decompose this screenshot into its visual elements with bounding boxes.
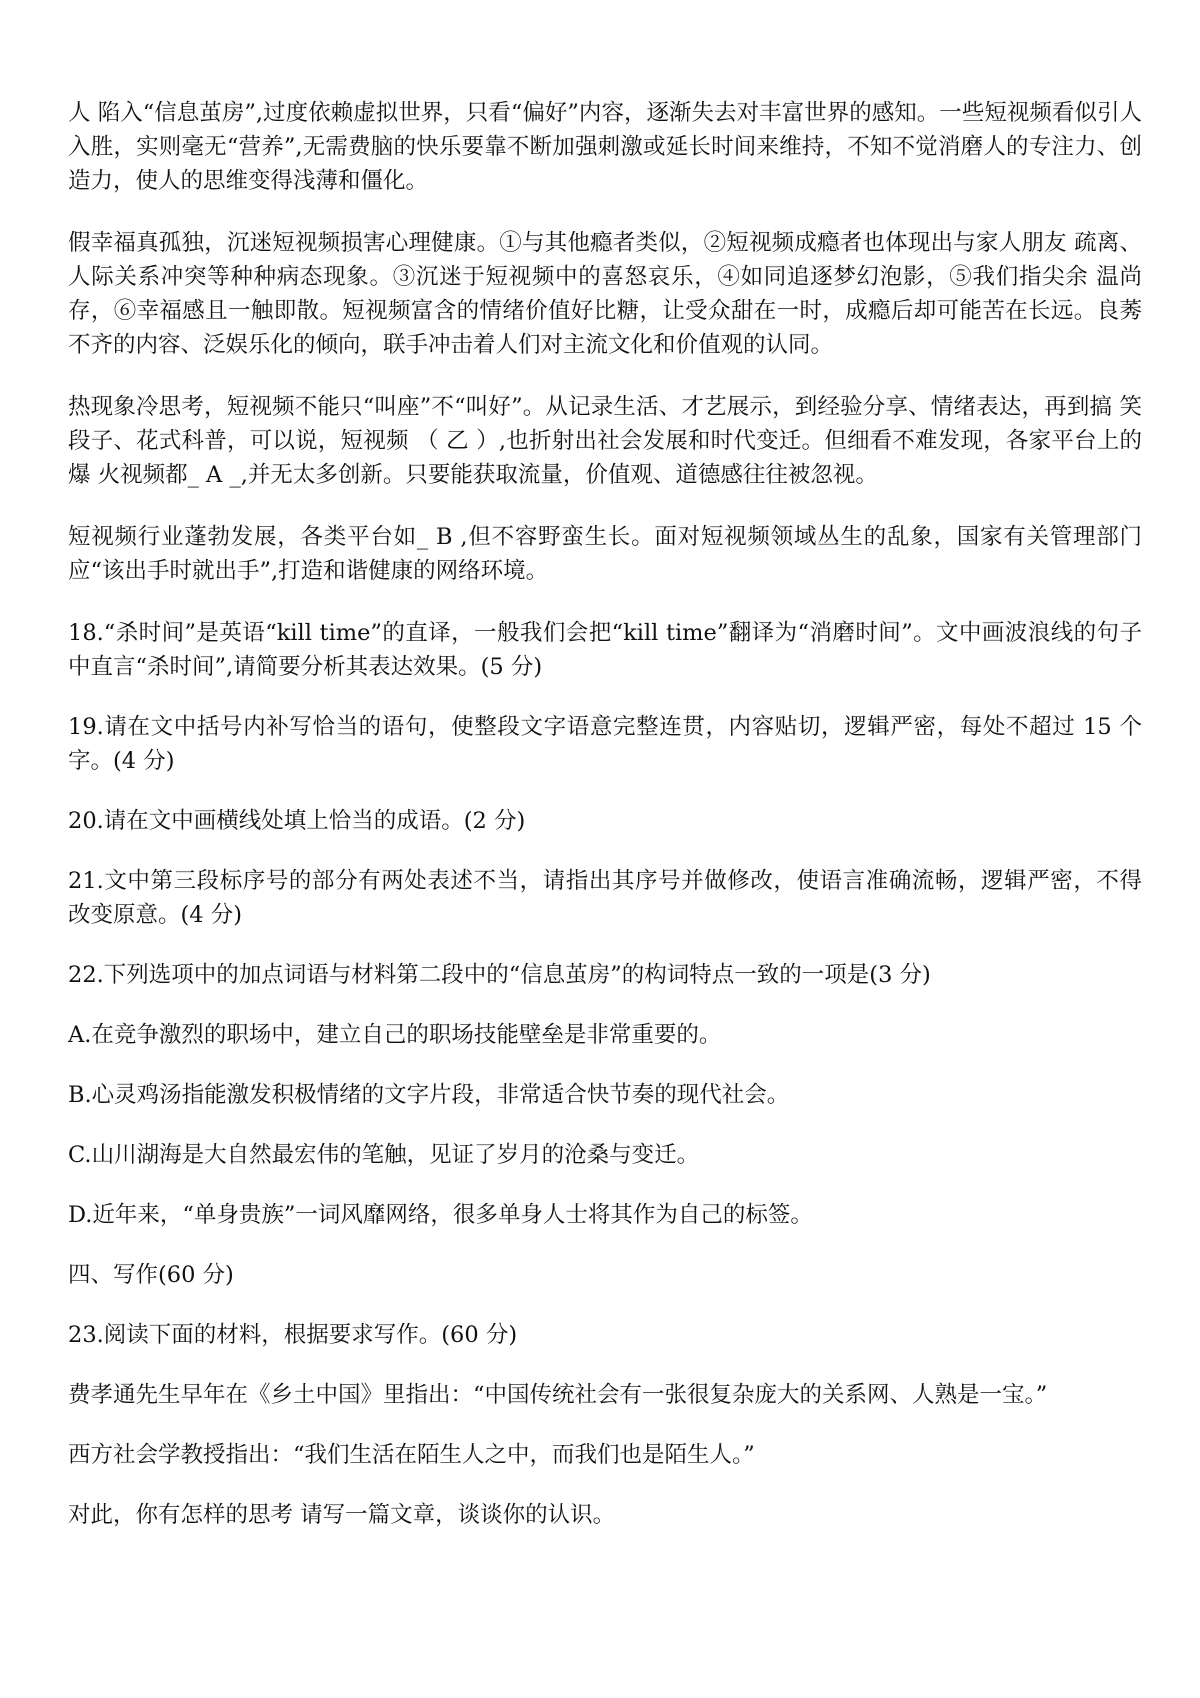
writing-material-2: 西方社会学教授指出：“我们生活在陌生人之中，而我们也是陌生人。”	[68, 1442, 755, 1468]
passage-paragraph-2: 假幸福真孤独，沉迷短视频损害心理健康。①与其他瘾者类似，②短视频成瘾者也体现出与家人朋友 疏离、人际关系冲突等种种病态现象。③沉迷于短视频中的喜怒哀乐，④如同追逐梦幻泡影，⑤我们指尖余 温尚存，⑥幸福感且一触即散。短视频富含的情绪价值好比糖，让受众甜在一时，成瘾后却可能苦在长远。良莠不齐的内容、泛娱乐化的倾向，联手冲击着人们对主流文化和价值观的认同。	[68, 230, 1142, 358]
passage-paragraph-3: 热现象冷思考，短视频不能只“叫座”不“叫好”。从记录生活、才艺展示，到经验分享、情绪表达，再到搞 笑段子、花式科普，可以说，短视频 （ 乙 ）,也折射出社会发展和时代变迁。但细看不难发现，各家平台上的爆 火视频都_ A _,并无太多创新。只要能获取流量，价值观、道德感往往被忽视。	[68, 394, 1142, 488]
option-b: B.心灵鸡汤指能激发积极情绪的文字片段，非常适合快节奏的现代社会。	[68, 1082, 790, 1108]
question-22: 22.下列选项中的加点词语与材料第二段中的“信息茧房”的构词特点一致的一项是(3 分)	[68, 962, 931, 988]
option-d: D.近年来，“单身贵族”一词风靡网络，很多单身人士将其作为自己的标签。	[68, 1202, 813, 1228]
writing-material-1: 费孝通先生早年在《乡土中国》里指出：“中国传统社会有一张很复杂庞大的关系网、人熟是一宝。”	[68, 1382, 1048, 1408]
writing-section-title: 四、写作(60 分)	[68, 1262, 234, 1288]
option-a: A.在竞争激烈的职场中，建立自己的职场技能壁垒是非常重要的。	[68, 1022, 722, 1048]
question-21: 21.文中第三段标序号的部分有两处表述不当，请指出其序号并做修改，使语言准确流畅，逻辑严密，不得 改变原意。(4 分)	[68, 868, 1142, 928]
question-20: 20.请在文中画横线处填上恰当的成语。(2 分)	[68, 808, 526, 834]
question-19: 19.请在文中括号内补写恰当的语句，使整段文字语意完整连贯，内容贴切，逻辑严密，每处不超过 15 个字。(4 分)	[68, 714, 1142, 774]
option-c: C.山川湖海是大自然最宏伟的笔触，见证了岁月的沧桑与变迁。	[68, 1142, 700, 1168]
passage-paragraph-4: 短视频行业蓬勃发展，各类平台如_ B ,但不容野蛮生长。面对短视频领域丛生的乱象，国家有关管理部门应“该出手时就出手”,打造和谐健康的网络环境。	[68, 524, 1142, 584]
question-18: 18.“杀时间”是英语“kill time”的直译，一般我们会把“kill time”翻译为“消磨时间”。文中画波浪线的句子中直言“杀时间”,请简要分析其表达效果。(5 分)	[68, 620, 1142, 680]
writing-prompt: 对此，你有怎样的思考 请写一篇文章，谈谈你的认识。	[68, 1502, 616, 1528]
question-23: 23.阅读下面的材料，根据要求写作。(60 分)	[68, 1322, 518, 1348]
passage-paragraph-1: 人 陷入“信息茧房”,过度依赖虚拟世界，只看“偏好”内容，逐渐失去对丰富世界的感知。一些短视频看似引人 入胜，实则毫无“营养”,无需费脑的快乐要靠不断加强刺激或延长时间来维持，不知不觉消磨人的专注力、创造力，使人的思维变得浅薄和僵化。	[68, 100, 1142, 194]
